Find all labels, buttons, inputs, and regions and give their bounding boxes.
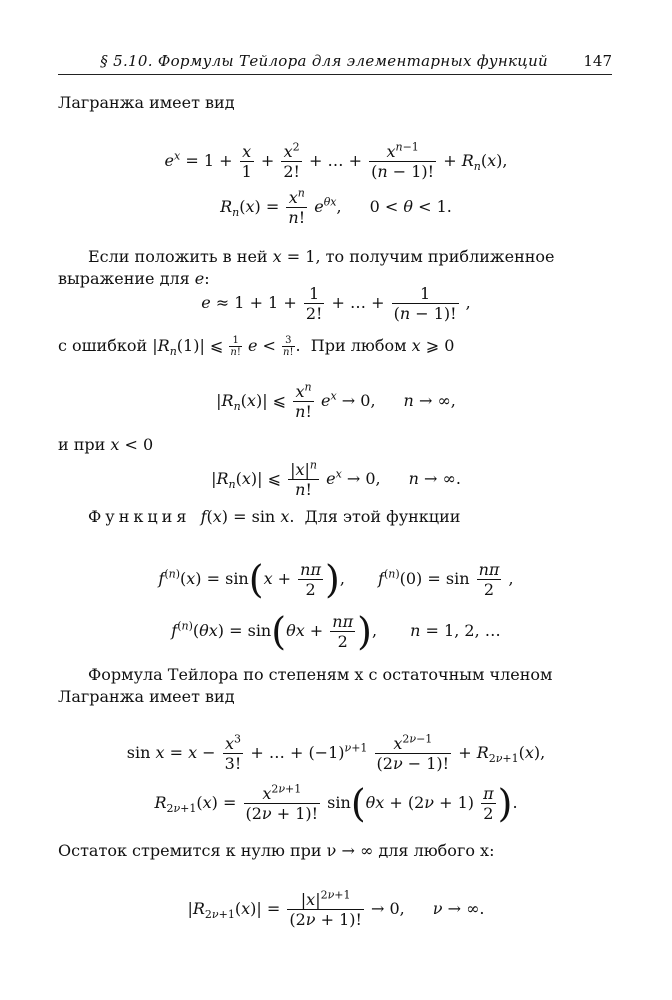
- equation-sine-remainder: $R_{2\nu+1}(x)$ = $\frac{x^{2\nu+1}}{(2\nu + 1)!}$ sin(θx + (2ν + 1) $\frac{\pi}{2}$ ).: [154, 781, 518, 826]
- paragraph-taylor-sine: Формула Тейлора по степеням x с остаточным членом Лагранжа имеет вид: [58, 665, 553, 706]
- paragraph-sine-function: Функция f(x) = sin x. Для этой функции: [88, 507, 461, 526]
- section-title: § 5.10. Формулы Тейлора для элементарных функций: [100, 52, 548, 70]
- equation-sine-series: sin x = x − $\frac{x^3}{3!}$ + … + $(-1)^{\nu+1}$ $\frac{x^{2\nu-1}}{(2\nu - 1)!}$ + $R_{2\nu+1}(x)$,: [126, 732, 546, 773]
- page-header: [58, 52, 612, 75]
- equation-bound-negative: $|R_n(x)|$ ⩽ $\frac{|x|^n}{n!}$ $e^x \to 0$, n → ∞.: [211, 458, 461, 499]
- page-number: 147: [583, 52, 612, 70]
- equation-sine-derivative-theta: $f^{(n)}(\theta x) = \sin(\theta x$ + $\frac{n\pi}{2}$ ), n = 1, 2, …: [171, 609, 501, 654]
- equation-sine-derivative: $f^{(n)}(x) = \sin(x$ + $\frac{n\pi}{2}$ ), $f^{(n)}(0) = \sin$ $\frac{n\pi}{2}$ ,: [158, 557, 514, 602]
- paragraph-lagrange: Лагранжа имеет вид: [58, 93, 235, 112]
- equation-bound-positive: $|R_n(x)|$ ⩽ $\frac{x^n}{n!}$ $e^x \to 0$, n → ∞,: [216, 380, 456, 421]
- equation-exp-series: $e^x = 1$ + $\frac{x}{1}$ + $\frac{x^2}{2!}$ + … + $\frac{x^{n-1}}{(n - 1)!}$ + $R_n(x)$,: [164, 140, 508, 181]
- paragraph-x-equals-1: Если положить в ней x = 1, то получим приближенное выражение для e:: [58, 247, 555, 288]
- paragraph-remainder-limit: Остаток стремится к нулю при ν → ∞ для любого x:: [58, 841, 495, 860]
- equation-remainder: $R_n(x)$ = $\frac{x^n}{n!}$ $e^{\theta x}$, 0 < θ < 1.: [220, 186, 452, 227]
- paragraph-error: с ошибкой $|R_n(1)|$ ⩽ $\frac{1}{n!}$ e < $\frac{3}{n!}$ . При любом x ⩾ 0: [58, 335, 455, 359]
- equation-e-approx: e ≈ 1 + 1 + $\frac{1}{2!}$ + … + $\frac{1}{(n - 1)!}$ ,: [201, 284, 471, 323]
- equation-sine-bound: $|R_{2\nu+1}(x)|$ = $\frac{|x|^{2\nu+1}}{(2\nu + 1)!}$ → 0, ν → ∞.: [187, 888, 485, 929]
- paragraph-x-negative: и при x < 0: [58, 435, 154, 454]
